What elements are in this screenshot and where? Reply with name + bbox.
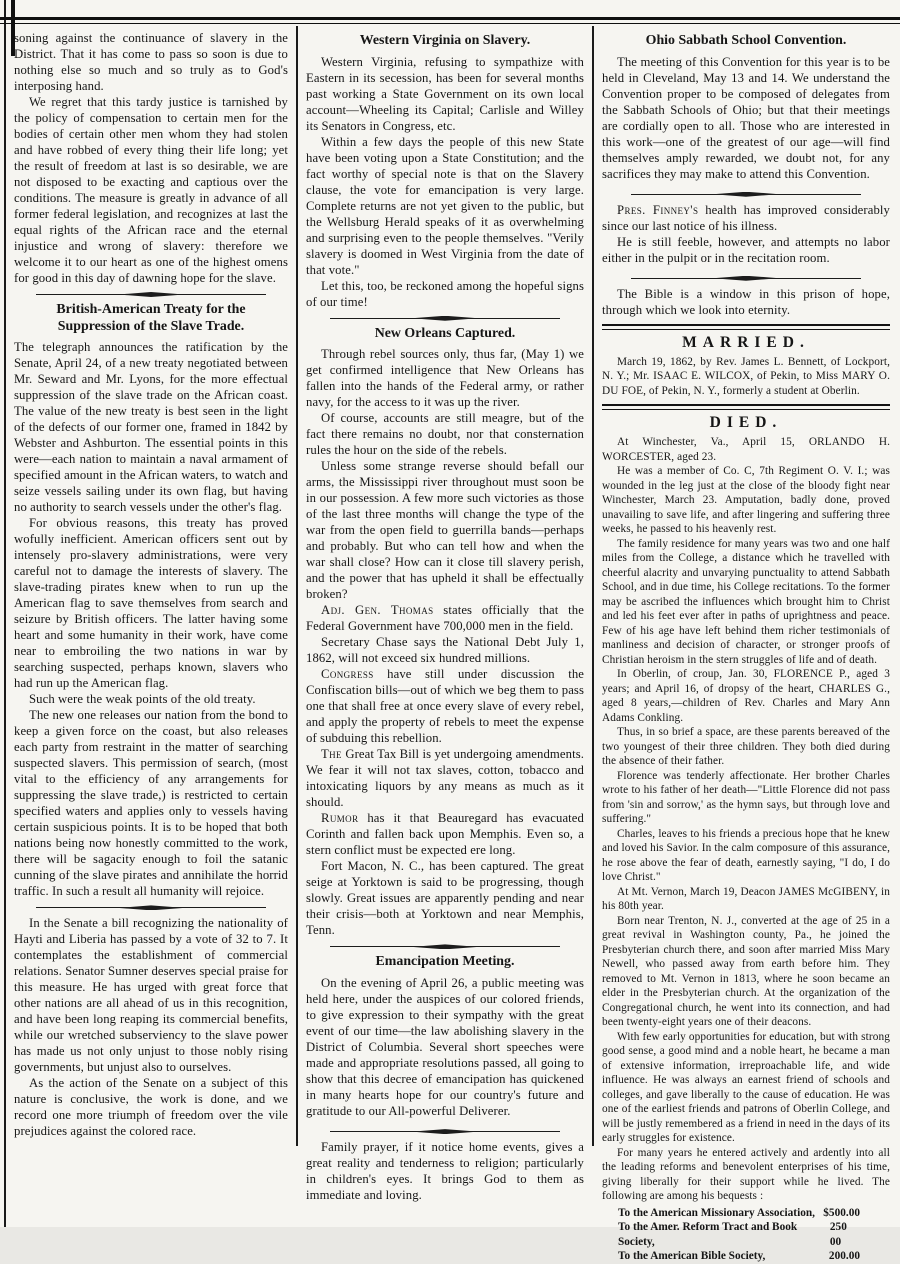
bequest-list (618, 1206, 890, 1264)
section-divider (330, 942, 560, 951)
paragraph-text: Within a few days the people of this new State have been voting upon a State Constitution; and the fact worthy of special note is that on the Slavery clause, the vote for emancipation is very large. Complete returns are not yet given to the public, but the Wellsburg Herald speaks of it as overwhelming and surprising even to the people themselves. "Verily slavery is doomed in West Virginia from the date of that vote." (306, 134, 584, 277)
married-section (602, 334, 890, 399)
marriage-notice: March 19, 1862, by Rev. James L. Bennett, of Lockport, N. Y.; Mr. ISAAC E. WILCOX, of Pekin, to Miss MARY O. DU FOE, of Pekin, N. Y., formerly a student at Oberlin. (602, 355, 890, 397)
paragraph-text: Such were the weak points of the old treaty. (29, 692, 256, 707)
paragraph-lead: The (321, 747, 342, 762)
paragraph-text: Great Tax Bill is yet undergoing amendments. We fear it will not tax slaves, cotton, tobacco and intoxicating liquors by any means as much as it should. (306, 747, 584, 810)
paragraph-text: With few early opportunities for education, but with strong good sense, a good mind and a noble heart, he became a man of extensive information, irreproachable life, and wide influence. He was always an earnest friend of schools and colleges, and gave liberally to the cause of education. He was one of the earliest friends and patrons of Oberlin College, and will be justly remembered as a friend in need in the days of its early struggles for existence. (602, 1030, 890, 1145)
paragraph (602, 286, 890, 318)
obituary-paragraph (602, 725, 890, 769)
paragraph-text: Thus, in so brief a space, are these parents bereaved of the two youngest of their three children. They both died during the absence of their father. (602, 726, 890, 768)
paragraph (306, 346, 584, 410)
bequest-row (618, 1206, 890, 1221)
column-middle (296, 26, 592, 1203)
died-heading: DIED. (709, 414, 783, 432)
paragraph (14, 30, 288, 94)
paragraph (602, 54, 890, 182)
paragraph-lead: Pres. Finney's (617, 202, 699, 217)
section-divider (36, 290, 266, 299)
paragraph-text: soning against the continuance of slavery in the District. That it has come to pass so soon is due to nothing else so much and so truly as to God's interposing hand. (14, 31, 288, 93)
obituary-paragraph (602, 914, 890, 1030)
paragraph (306, 410, 584, 458)
section-divider (330, 1127, 560, 1136)
obituary-paragraph (602, 1030, 890, 1146)
paragraph (602, 234, 890, 266)
article-sabbath-school-convention (602, 33, 890, 182)
obituary-paragraph (602, 1146, 890, 1204)
paragraph-text: As the action of the Senate on a subject of this nature is conclusive, the work is done, and we record one more triumph of freedom over the vile prejudices against the colored race. (14, 1076, 288, 1139)
column-layout (6, 26, 898, 1263)
paragraph-lead: Congress (321, 667, 374, 682)
paragraph (306, 634, 584, 666)
column-left (6, 26, 296, 1146)
paragraph (306, 746, 584, 810)
paragraph-text: The new one releases our nation from the bond to keep a given force on the coast, but also releases each party from restraint in the matter of searching suspected slavers. This permission of search, (most vital to the efficiency of any arrangements for suppressing the slave trade,) is restricted to certain specified waters and applies only to vessels having certain suspicious points. It is to be hoped that both nations being now honestly committed to the work, there will be sagacity enough to foil the satanic cunning of the slave pirates and annihilate the horrid traffic. In such a result all humanity will rejoice. (14, 708, 288, 899)
article-heading: Western Virginia on Slavery. (359, 33, 531, 48)
paragraph (306, 278, 584, 310)
column-right (592, 26, 898, 1263)
bequest-recipient: To the American Missionary Association, (618, 1206, 815, 1219)
paragraph-text: Fort Macon, N. C., has been captured. The great seige at Yorktown is said to be progressing, though slowly. Great issues are apparently pending and near their crisis—both at Yorktown and near Memphis, Tenn. (306, 859, 584, 938)
paragraph (14, 915, 288, 1075)
paragraph-text: The family residence for many years was two and one half miles from the College, a distance which he travelled with cheerful alacrity and unvarying punctuality to attend Sabbath School, and in due time, his College recitations. To the former may be ascribed the influences which brought him to Christ and led his feet ever after in paths of uprightness and peace. Few of his age have left behind them richer testimonials of manliness and decision of character, or stronger proofs of Christian heroism in the stern struggles of life and of death. (602, 537, 890, 666)
paragraph-text: states officially that the Federal Government have 700,000 men in the field. (306, 603, 584, 634)
section-divider (631, 274, 861, 283)
paragraph (14, 94, 288, 286)
paragraph-lead: Rumor (321, 811, 359, 826)
paragraph (306, 810, 584, 858)
paragraph-text: He was a member of Co. C, 7th Regiment O. V. I.; was wounded in the leg just at the close of the bloody fight near Winchester, March 23. Amputation, badly done, proved unavailing to save life, and after lingering and suffering three weeks, he passed to his heavenly rest. (602, 465, 890, 536)
article-bible-window (602, 286, 890, 318)
paragraph (14, 707, 288, 899)
bequest-recipient: To the Amer. Reform Tract and Book Society, (618, 1221, 798, 1248)
paragraph-text: Let this, too, be reckoned among the hopeful signs of our time! (306, 278, 584, 309)
bequest-recipient: To the American Bible Society, (618, 1250, 766, 1263)
paragraph (14, 691, 288, 707)
paragraph-text: have still under discussion the Confiscation bills—out of which we beg them to pass one that shall free at once every slave of every rebel, and apply the property of rebels to meet the expense of subduing this rebellion. (306, 667, 584, 746)
died-section (602, 414, 890, 1264)
paragraph-text: Through rebel sources only, thus far, (May 1) we get confirmed intelligence that New Orleans has fallen into the hands of the Federal army, or rather navy, for the access to it was up the river. (306, 347, 584, 410)
article-heading: Ohio Sabbath School Convention. (645, 33, 847, 48)
obituary-paragraph (602, 885, 890, 914)
paragraph-text: Secretary Chase says the National Debt July 1, 1862, will not exceed six hundred millions. (306, 635, 584, 666)
paragraph (14, 339, 288, 515)
article-emancipation-meeting (306, 954, 584, 1119)
paragraph-text: health has improved considerably since our last notice of his illness. (602, 202, 890, 233)
paragraph-text: The telegraph announces the ratification by the Senate, April 24, of a new treaty negotiated between Mr. Seward and Mr. Lyons, for the more effectual suppression of the slave trade on the African coast. The value of the new treaty is best seen in the light of the defects of our former one, framed in 1842 by Webster and Ashburton. The essential points in this were—each nation to maintain a naval armament of specified amount in the African waters, to watch and seize vessels sailing under its own flag, but having no authority to search vessels under the other's flag. (14, 340, 288, 515)
article-heading: Emancipation Meeting. (375, 954, 515, 970)
paragraph-text: The Bible is a window in this prison of hope, through which we look into eternity. (602, 286, 890, 317)
bequest-amount: $500.00 (823, 1206, 860, 1219)
page-top-rule (0, 17, 900, 24)
paragraph (306, 134, 584, 278)
obituary-paragraph (602, 537, 890, 668)
paragraph-text: Unless some strange reverse should befall our arms, the Mississippi river throughout must soon be in our possession. A few more such victories as those of the last three months will change the type of the war from the open field to guerrilla bands—perhaps and probably. But who can tell how and when the war shall close? How can it close till slavery perish, and the power that has upheld it shall be effectually broken? (306, 459, 584, 602)
paragraph-text: At Winchester, Va., April 15, ORLANDO H. WORCESTER, aged 23. (602, 436, 890, 463)
married-top-rule (602, 324, 890, 330)
article-new-orleans (306, 326, 584, 939)
paragraph (306, 54, 584, 134)
paragraph (14, 515, 288, 691)
article-dc-emancipation-continuation (14, 30, 288, 286)
paragraph (14, 1075, 288, 1139)
paragraph (306, 975, 584, 1119)
section-divider (631, 190, 861, 199)
bequest-amount: 250 00 (829, 1221, 847, 1248)
paragraph-text: Florence was tenderly affectionate. Her brother Charles wrote to his father of her death—"Little Florence did not pass from 'sin and sorrow,' as the hymn says, but through love and suffering." (602, 769, 890, 826)
paragraph-text: For many years he entered actively and ardently into all the leading reforms and benevolent enterprises of his time, giving liberally for their support while he lived. The following are among his bequests : (602, 1146, 890, 1203)
obituary-paragraph (602, 667, 890, 725)
paragraph-text: We regret that this tardy justice is tarnished by the policy of compensation to certain men for the bodies of certain other men whom they had stolen and have robbed of every thing their life long; yet the result of freedom at last is so desirable, we are not disposed to be exacting and captious over the conditions. The measure is greatly in advance of all former federal legislation, and recognizes at last the equal rights of the African race and the eternal injustice and wrong of slavery: therefore we welcome it to our heart as one of the highest omens for good in this day of dawning hope for the slave. (14, 95, 288, 285)
obituary-paragraph (602, 435, 890, 464)
paragraph (306, 602, 584, 634)
bequest-row (618, 1220, 890, 1249)
bequest-row (618, 1249, 890, 1264)
paragraph-text: The meeting of this Convention for this year is to be held in Cleveland, May 13 and 14. We understand the Convention proper to be composed of delegates from the Sabbath Schools of Ohio; but that their meetings are cordially open to all. Those who are interested in this work—one of the greatest of our age—will find themselves amply rewarded, we doubt not, for any sacrifices they may make to attend this Convention. (602, 54, 890, 181)
article-western-virginia (306, 33, 584, 310)
paragraph-text: In Oberlin, of croup, Jan. 30, FLORENCE P., aged 3 years; and April 16, of dropsy of the heart, CHARLES G., aged 8 years,—children of Rev. Charles and Mary Ann Adams Conkling. (602, 668, 890, 724)
section-divider (36, 903, 266, 912)
bequest-amount: 200.00 (828, 1250, 860, 1263)
paragraph-text: Western Virginia, refusing to sympathize with Eastern in its secession, has been for several months past working a State Government on its own local account—Wheeling its Capital; Carlisle and Willey its Senators in Congress, etc. (306, 54, 584, 133)
paragraph (306, 858, 584, 938)
article-finney-health (602, 202, 890, 266)
paragraph-text: Family prayer, if it notice home events, gives a great reality and tenderness to religion; particularly in children's eyes. It brings God to them as immediate and loving. (306, 1140, 584, 1203)
section-divider (330, 314, 560, 323)
paragraph-text: Charles, leaves to his friends a precious hope that he knew and loved his Savior. In the calm composure of this assurance, he rose above the fear of death, earnestly saying, "I do, I do love Christ." (602, 827, 890, 884)
paragraph-text: He is still feeble, however, and attempts no labor either in the pulpit or in the recitation room. (602, 234, 890, 265)
paragraph (306, 666, 584, 746)
paragraph (602, 202, 890, 234)
paragraph-text: On the evening of April 26, a public meeting was held here, under the auspices of our colored friends, to give expression to their sympathy with the great event of our time—the law abolishing slavery in the District of Columbia. Several short speeches were made and appropriate resolutions passed, all going to show that this decree of emancipation has quickened in many hearts hope for our country's future and gratitude to our All-powerful Deliverer. (306, 976, 584, 1119)
paragraph (306, 1139, 584, 1203)
article-heading: British-American Treaty for the Suppression of the Slave Trade. (56, 302, 246, 334)
article-heading: New Orleans Captured. (374, 325, 516, 341)
paragraph (306, 458, 584, 602)
paragraph-text: For obvious reasons, this treaty has proved wofully inefficient. American officers sent out by intensely pro-slavery administrations, were very careful not to damage the interests of slavery. The slave-trading pirates knew when to run up the American flag to save themselves from search and seizure by British officers. The latter having some heart and some humanity in their work, have come near to embroiling the two nations in war by searching suspected, perhaps known, slavers who had run up the American flag. (14, 516, 288, 691)
article-family-prayer (306, 1139, 584, 1203)
article-hayti-liberia (14, 915, 288, 1139)
paragraph-text: Of course, accounts are still meagre, but of the fact there remains no doubt, nor that consternation rules the hour on the side of the rebels. (306, 411, 584, 458)
paragraph-text: has it that Beauregard has evacuated Corinth and fallen back upon Memphis. Even so, a stern conflict must be expected ere long. (306, 811, 584, 858)
article-british-american-treaty (14, 302, 288, 899)
paragraph-text: At Mt. Vernon, March 19, Deacon JAMES McGIBENY, in his 80th year. (602, 885, 890, 913)
obituary-paragraph (602, 769, 890, 827)
died-top-rule (602, 404, 890, 410)
paragraph-text: In the Senate a bill recognizing the nationality of Hayti and Liberia has passed by a vote of 32 to 7. It contemplates the establishment of commercial relations. Senator Sumner deserves special praise for this measure. He has urged with great force that other nations are all ahead of us in this recognition, and have been long reaping its commercial benefits, while our wretched subserviency to the slave power has made us not only unjust to those nobly rising governments, but unjust also to ourselves. (14, 916, 288, 1075)
married-heading: MARRIED. (682, 333, 810, 351)
paragraph-lead: Adj. Gen. Thomas (321, 603, 434, 618)
obituary-paragraph (602, 827, 890, 885)
paragraph-text: Born near Trenton, N. J., converted at the age of 25 in a great revival in Washington county, Pa., he joined the Presbyterian church there, and soon after married Miss Mary Newell, who passed away from earth before him. They removed to Mt. Vernon in 1813, where he soon became an elder in the Presbyterian church. At the organization of the Congregational church, he went into its connection, and had been twenty-eight years one of their deacons. (602, 914, 890, 1029)
obituary-paragraph (602, 464, 890, 537)
